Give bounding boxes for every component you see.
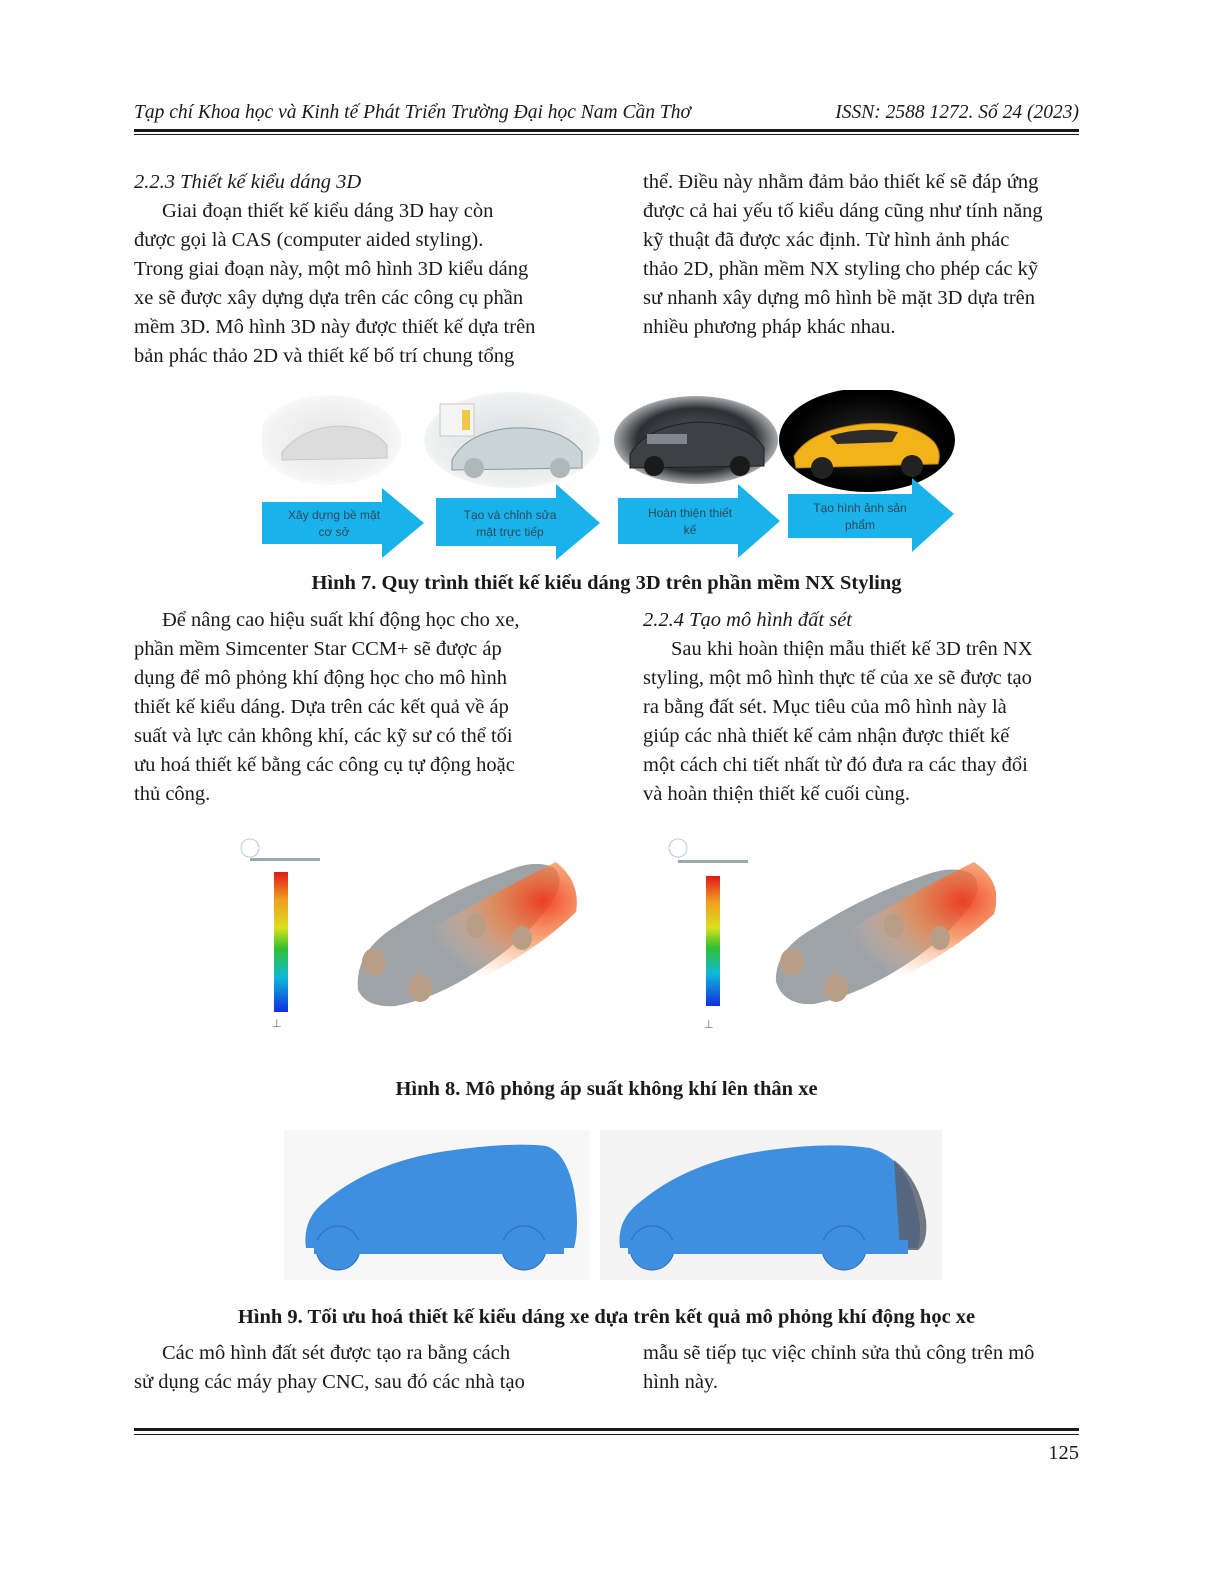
text-line: suất và lực cản không khí, các kỹ sư có thể tối bbox=[134, 725, 513, 747]
step-4-line-1: Tạo hình ảnh sản bbox=[813, 501, 907, 515]
text-line: mềm 3D. Mô hình 3D này được thiết kế dựa trên bbox=[134, 316, 536, 338]
figure-9-optimized-shapes bbox=[284, 1130, 944, 1280]
header-rule-thin bbox=[134, 134, 1079, 135]
text-line: bản phác thảo 2D và thiết kế bố trí chung tổng bbox=[134, 345, 515, 367]
text-line: và hoàn thiện thiết kế cuối cùng. bbox=[643, 783, 910, 805]
step-arrow-3 bbox=[618, 484, 780, 558]
text-line: Để nâng cao hiệu suất khí động học cho xe, bbox=[162, 609, 520, 631]
step-arrow-2 bbox=[436, 484, 600, 560]
footer-rule bbox=[134, 1428, 1079, 1431]
car-render-dark-image-3 bbox=[614, 396, 778, 484]
figure-7-graphic bbox=[262, 390, 962, 560]
svg-text:⊥: ⊥ bbox=[704, 1018, 714, 1031]
text-line: Trong giai đoạn này, một mô hình 3D kiểu dáng bbox=[134, 258, 529, 280]
journal-title: Tạp chí Khoa học và Kinh tế Phát Triển Trường Đại học Nam Cần Thơ bbox=[134, 102, 691, 123]
car-wireframe-image-2 bbox=[424, 392, 600, 488]
step-2-line-2: mặt trực tiếp bbox=[476, 525, 544, 539]
figure-8-pressure-simulation bbox=[236, 822, 996, 1042]
car-sketch-image-1 bbox=[262, 395, 402, 485]
svg-text:⊥: ⊥ bbox=[272, 1017, 282, 1030]
text-line: dụng để mô phỏng khí động học cho mô hình bbox=[134, 667, 507, 689]
text-line: thiết kế kiểu dáng. Dựa trên các kết quả về áp bbox=[134, 696, 509, 718]
section-223-left bbox=[134, 168, 568, 371]
figure-8-graphic bbox=[236, 822, 996, 1042]
section-223-right bbox=[643, 168, 1077, 342]
figure-8-caption: Hình 8. Mô phỏng áp suất không khí lên thân xe bbox=[395, 1078, 818, 1100]
step-1-line-2: cơ sở bbox=[318, 525, 350, 539]
footer-rule-thin bbox=[134, 1434, 1079, 1435]
text-line: kỹ thuật đã được xác định. Từ hình ảnh phác bbox=[643, 229, 1010, 251]
clay-paragraph-left bbox=[134, 1339, 568, 1397]
text-line: nhiều phương pháp khác nhau. bbox=[643, 316, 896, 338]
text-line: phần mềm Simcenter Star CCM+ sẽ được áp bbox=[134, 638, 502, 660]
text-line: thủ công. bbox=[134, 783, 211, 805]
step-4-line-2: phẩm bbox=[844, 518, 876, 532]
step-1-line-1: Xây dựng bề mặt bbox=[287, 508, 381, 522]
figure-7-caption: Hình 7. Quy trình thiết kế kiểu dáng 3D trên phần mềm NX Styling bbox=[311, 572, 902, 594]
pressure-plot-left bbox=[241, 839, 577, 1030]
section-heading-224: 2.2.4 Tạo mô hình đất sét bbox=[643, 609, 852, 631]
aero-paragraph bbox=[134, 606, 568, 809]
text-line: được gọi là CAS (computer aided styling). bbox=[134, 229, 484, 251]
clay-paragraph-right bbox=[643, 1339, 1077, 1397]
section-224 bbox=[643, 606, 1077, 809]
text-line: thể. Điều này nhằm đảm bảo thiết kế sẽ đáp ứng bbox=[643, 171, 1039, 193]
step-3-line-1: Hoàn thiện thiết bbox=[647, 506, 733, 520]
running-header bbox=[134, 102, 1079, 130]
text-line: Giai đoạn thiết kế kiểu dáng 3D hay còn bbox=[162, 200, 494, 222]
text-line: được cả hai yếu tố kiểu dáng cũng như tính năng bbox=[643, 200, 1043, 222]
step-arrow-1 bbox=[262, 488, 424, 558]
text-line: mẫu sẽ tiếp tục việc chỉnh sửa thủ công trên mô bbox=[643, 1342, 1035, 1364]
step-2-line-1: Tạo và chỉnh sửa bbox=[463, 508, 557, 522]
text-line: ra bằng đất sét. Mục tiêu của mô hình này là bbox=[643, 696, 1007, 718]
figure-7-process bbox=[262, 390, 962, 560]
text-line: styling, một mô hình thực tế của xe sẽ được tạo bbox=[643, 667, 1032, 689]
text-line: sử dụng các máy phay CNC, sau đó các nhà tạo bbox=[134, 1371, 525, 1393]
text-line: ưu hoá thiết kế bằng các công cụ tự động hoặc bbox=[134, 754, 515, 776]
text-line: một cách chi tiết nhất từ đó đưa ra các thay đổi bbox=[643, 754, 1028, 776]
text-line: Các mô hình đất sét được tạo ra bằng cách bbox=[162, 1342, 511, 1364]
page-number: 125 bbox=[1048, 1442, 1079, 1464]
pressure-plot-right bbox=[669, 839, 996, 1031]
step-3-line-2: kế bbox=[683, 523, 697, 537]
text-line: giúp các nhà thiết kế cảm nhận được thiết kế bbox=[643, 725, 1010, 747]
text-line: sư nhanh xây dựng mô hình bề mặt 3D dựa trên bbox=[643, 287, 1036, 309]
figure-9-graphic bbox=[284, 1130, 944, 1280]
text-line: xe sẽ được xây dựng dựa trên các công cụ phần bbox=[134, 287, 524, 309]
car-yellow-final-image-4 bbox=[779, 390, 955, 492]
issn-issue: ISSN: 2588 1272. Số 24 (2023) bbox=[835, 102, 1079, 123]
text-line: thảo 2D, phần mềm NX styling cho phép các kỹ bbox=[643, 258, 1039, 280]
text-line: Sau khi hoàn thiện mẫu thiết kế 3D trên NX bbox=[671, 638, 1033, 660]
text-line: hình này. bbox=[643, 1371, 718, 1393]
figure-9-caption: Hình 9. Tối ưu hoá thiết kế kiểu dáng xe dựa trên kết quả mô phỏng khí động học xe bbox=[237, 1306, 976, 1328]
header-rule bbox=[134, 129, 1079, 132]
section-heading-223: 2.2.3 Thiết kế kiểu dáng 3D bbox=[134, 171, 362, 193]
